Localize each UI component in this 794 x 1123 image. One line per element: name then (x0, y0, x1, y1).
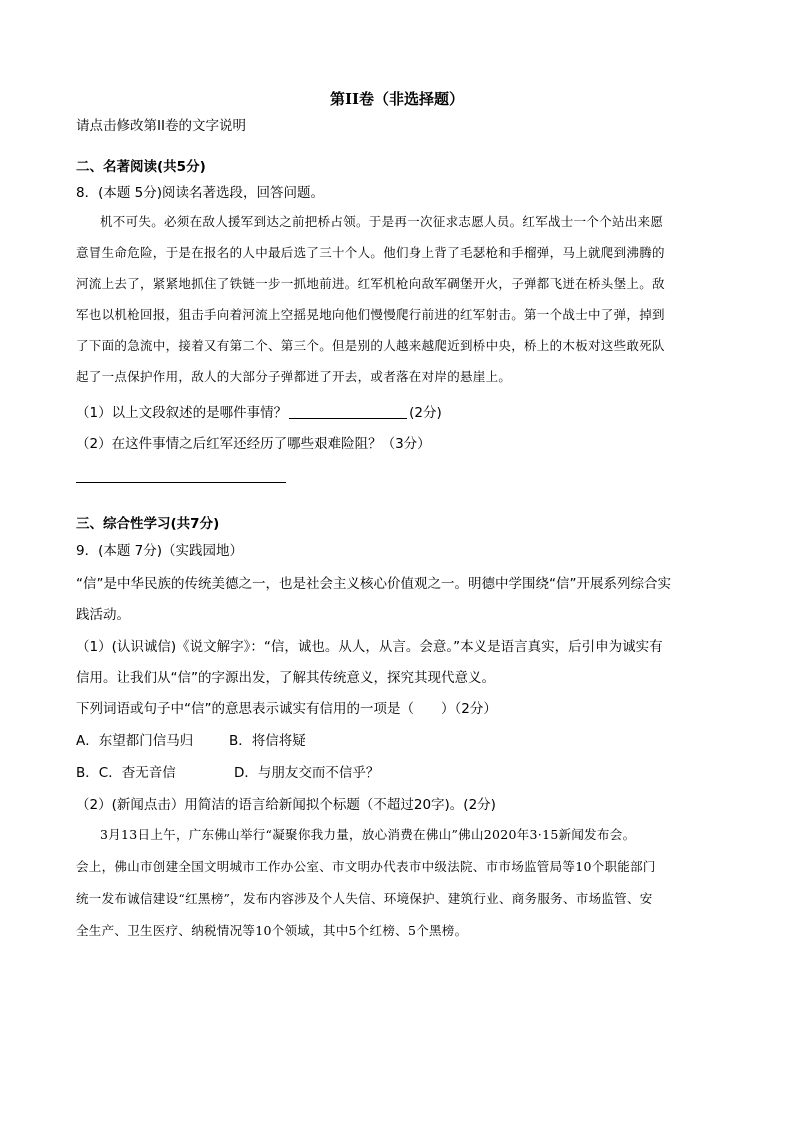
question-9-stem: 9．(本题 7分)（实践园地） (76, 543, 244, 559)
page-title: 第II卷（非选择题） (329, 90, 465, 108)
question-8-1-score: (2分) (409, 405, 442, 421)
question-8-1 (76, 401, 442, 421)
answer-blank[interactable] (289, 404, 407, 419)
passage-line: 意冒生命危险，于是在报名的人中最后选了三十个人。他们身上背了毛瑟枪和手榴弹，马上就爬到沸腾的 (76, 245, 665, 260)
passage-line: 河流上去了，紧紧地抓住了铁链一步一抓地前进。红军机枪向敌军碉堡开火，子弹都飞迸在桥头堡上。敌 (76, 276, 665, 291)
news-line: 全生产、卫生医疗、纳税情况等10个领域，其中5个红榜、5个黑榜。 (76, 923, 468, 938)
option-b[interactable]: B．将信将疑 (229, 733, 306, 749)
section-heading-2: 二、名著阅读(共5分) (76, 159, 206, 175)
section-heading-3: 三、综合性学习(共7分) (76, 516, 220, 532)
option-a[interactable]: A．东望都门信马归 (76, 733, 194, 749)
mc-question: 下列词语或句子中“信”的意思表示诚实有信用的一项是（ ）（2分） (76, 701, 497, 717)
intro-line: 践活动。 (76, 607, 130, 623)
edit-note[interactable]: 请点击修改第II卷的文字说明 (76, 118, 246, 134)
sub-question-1-cont: 信用。让我们从“信”的字源出发，了解其传统意义，探究其现代意义。 (76, 670, 495, 686)
answer-line[interactable] (76, 482, 286, 483)
news-line: 会上，佛山市创建全国文明城市工作办公室、市文明办代表市中级法院、市市场监管局等10个职能部门 (76, 859, 656, 874)
question-8-2: （2）在这件事情之后红军还经历了哪些艰难险阻？（3分） (76, 436, 431, 452)
sub-question-2: （2）(新闻点击）用简洁的语言给新闻拟个标题（不超过20字)。(2分) (76, 797, 496, 813)
option-c[interactable]: B．C．杳无音信 (76, 765, 176, 781)
passage-line: 起了一点保护作用，敌人的大部分子弹都迸了开去，或者落在对岸的悬崖上。 (76, 369, 512, 384)
passage-line: 了下面的急流中，接着又有第二个、第三个。但是别的人越来越爬近到桥中央，桥上的木板对这些敢死队 (76, 338, 665, 353)
option-d[interactable]: D．与朋友交而不信乎？ (234, 765, 380, 781)
news-line: 3月13日上午，广东佛山举行“凝聚你我力量，放心消费在佛山”佛山2020年3·15新闻发布会。 (100, 827, 636, 842)
question-8-stem: 8．(本题 5分)阅读名著选段，回答问题。 (76, 185, 325, 201)
news-line: 统一发布诚信建设“红黑榜”，发布内容涉及个人失信、环境保护、建筑行业、商务服务、市场监管、安 (76, 891, 653, 906)
intro-line: “信”是中华民族的传统美德之一，也是社会主义核心价值观之一。明德中学围绕“信”开展系列综合实 (76, 576, 671, 592)
question-8-1-text: （1）以上文段叙述的是哪件事情？ (76, 405, 288, 421)
passage-line: 军也以机枪回报，狙击手向着河流上空摇晃地向他们慢慢爬行前进的红军射击。第一个战士中了弹，掉到 (76, 307, 665, 322)
passage-line: 机不可失。必须在敌人援军到达之前把桥占领。于是再一次征求志愿人员。红军战士一个个站出来愿 (100, 214, 664, 229)
sub-question-1: （1）(认识诚信)《说文解字》：“信，诚也。从人，从言。会意。”本义是语言真实，后引申为诚实有 (76, 639, 663, 655)
